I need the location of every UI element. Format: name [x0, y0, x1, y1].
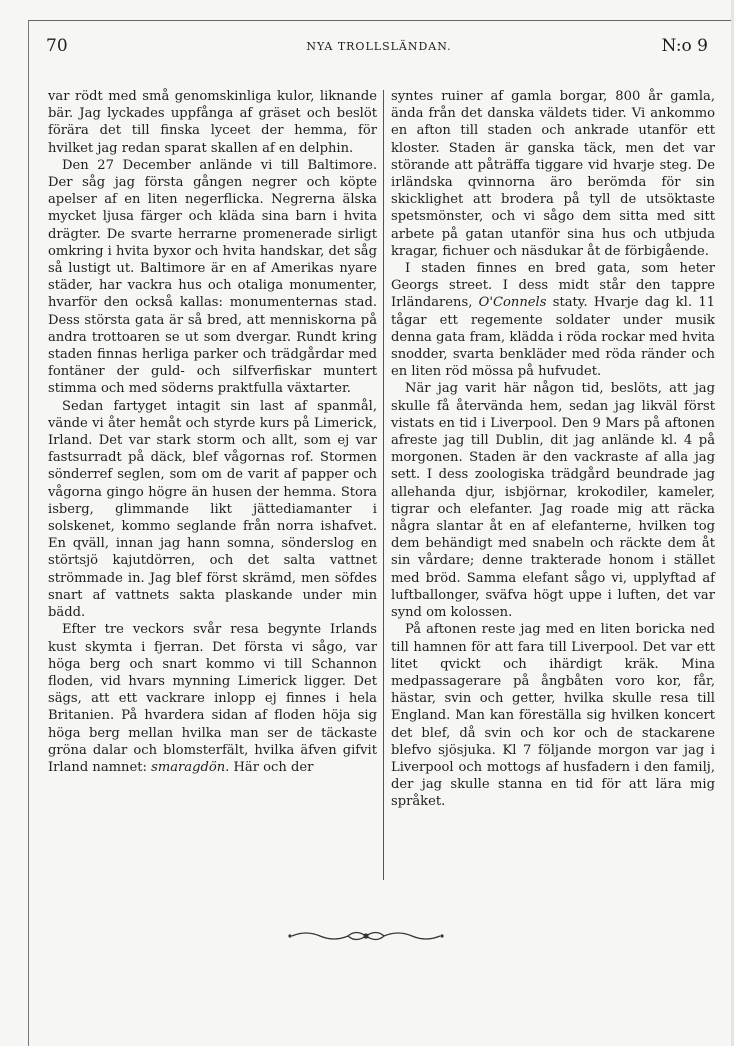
- paragraph: var rödt med små genomskinliga kulor, liknande bär. Jag lyckades uppfånga af gräset och beslöt förära det till finska lyceet der hemma, för hvilket jag redan sparat skallen af en delphin.: [48, 89, 377, 156]
- paragraph-text: Efter tre veckors svår resa begynte Irlands kust skymta i fjerran. Det första vi sågo, var höga berg och snart kommo vi till Schannon floden, vid hvars mynning Limerick ligger. Det sägs, att ett vackrare inlopp ej finnes i hela Britanien. På hvardera sidan af floden höja sig höga berg mellan hvilka man ser de täckaste gröna dalar och blomsterfält, hvilka äfven gifvit Irland namnet:: [48, 622, 377, 775]
- page-frame-left: [28, 20, 29, 1046]
- running-title: NYA TROLLSLÄNDAN.: [306, 40, 452, 53]
- paragraph: [48, 621, 377, 776]
- issue-number: N:o 9: [661, 36, 708, 56]
- page-number: 70: [46, 36, 68, 56]
- paragraph: [391, 260, 715, 380]
- paragraph: Sedan fartyget intagit sin last af spanmål, vände vi åter hemåt och styrde kurs på Limerick, Irland. Det var stark storm och allt, som ej var fastsurradt på däck, blef vågornas rof. Stormen sönderref seglen, som om de varit af papper och vågorna gingo högre än husen der hemma. Stora isberg, glimmande likt jättediamanter i solskenet, kommo seglande från norra ishafvet. En qväll, innan jag hann somna, sönderslog en störtsjö kajutdörren, och det salta vattnet strömmade in. Jag blef först skrämd, men söfdes snart af vattnets sakta plaskande under min bädd.: [48, 398, 377, 621]
- page-frame-top: [28, 20, 734, 21]
- paragraph: På aftonen reste jag med en liten boricka ned till hamnen för att fara till Liverpool. Det var ett litet qvickt och ihärdigt kräk. Mina medpassagerare på ångbåten voro kor, får, hästar, svin och getter, hvilka skulle resa till England. Man kan föreställa sig hvilken koncert det blef, då svin och kor och de stackarene blefvo sjösjuka. Kl 7 följande morgon var jag i Liverpool och mottogs af husfadern i den familj, der jag skulle stanna en tid för att lära mig språket.: [391, 622, 715, 810]
- paragraph: När jag varit här någon tid, beslöts, att jag skulle få återvända hem, sedan jag likväl först vistats en tid i Liverpool. Den 9 Mars på aftonen afreste jag till Dublin, dit jag anlände kl. 4 på morgonen. Staden är den vackraste af alla jag sett. I dess zoologiska trädgård beundrade jag allehanda djur, isbjörnar, krokodiler, kameler, tigrar och elefanter. Jag roade mig att räcka några slantar åt en af elefanterne, hvilken tog dem behändigt med snabeln och räckte dem åt sin vårdare; denne trakterade honom i stället med bröd. Samma elefant sågo vi, upplyftad af luftballonger, sväfva högt uppe i luften, det var synd om kolossen.: [391, 381, 715, 621]
- ornament-divider-icon: [286, 926, 446, 946]
- left-column: [48, 88, 377, 776]
- column-divider: [383, 90, 384, 880]
- right-column: [391, 88, 715, 811]
- paragraph-text: staty. Hvarje dag kl. 11 tågar ett regemente soldater under musik denna gata fram, klädda i röda rockar med hvita snodder, svarta benkläder med röda ränder och en liten röd mössa på hufvudet.: [391, 295, 715, 380]
- paragraph: Den 27 December anlände vi till Baltimore. Der såg jag första gången negrer och köpte apelser af en liten negerflicka. Negrerna älska mycket ljusa färger och kläda sina barn i hvita drägter. De svarte herrarne promenerade sirligt omkring i hvita byxor och hvita handskar, det såg så lustigt ut. Baltimore är en af Amerikas nyare städer, har vackra hus och otaliga monumenter, hvarför den också kallas: monumenternas stad. Dess största gata är så bred, att menniskorna på andra trottoaren se ut som dvergar. Rundt kring staden finnas herliga parker och trädgårdar med fontäner der guld- och silfverfiskar muntert stimma och med söderns praktfulla växtarter.: [48, 157, 377, 397]
- emphasized-word: smaragdön.: [151, 759, 230, 775]
- page-header: [46, 36, 712, 58]
- paragraph: syntes ruiner af gamla borgar, 800 år gamla, ända från det danska väldets tider. Vi ankommo en afton till staden och ankrade utanför ett kloster. Staden är ganska täck, men det var störande att påträffa tiggare vid hvarje steg. De irländska qvinnorna äro berömda för sin skicklighet att brodera på tyll de utsöktaste spetsmönster, och vi sågo dem sitta med sitt arbete på gatan utanför sina hus och utbjuda kragar, fichuer och näsdukar åt de förbigående.: [391, 89, 715, 259]
- emphasized-name: O'Connels: [478, 295, 547, 311]
- paragraph-text: Här och der: [233, 759, 314, 775]
- paragraph-text: I staden finnes en bred gata, som heter Georgs street. I dess midt står den tappre Irländarens,: [391, 261, 715, 311]
